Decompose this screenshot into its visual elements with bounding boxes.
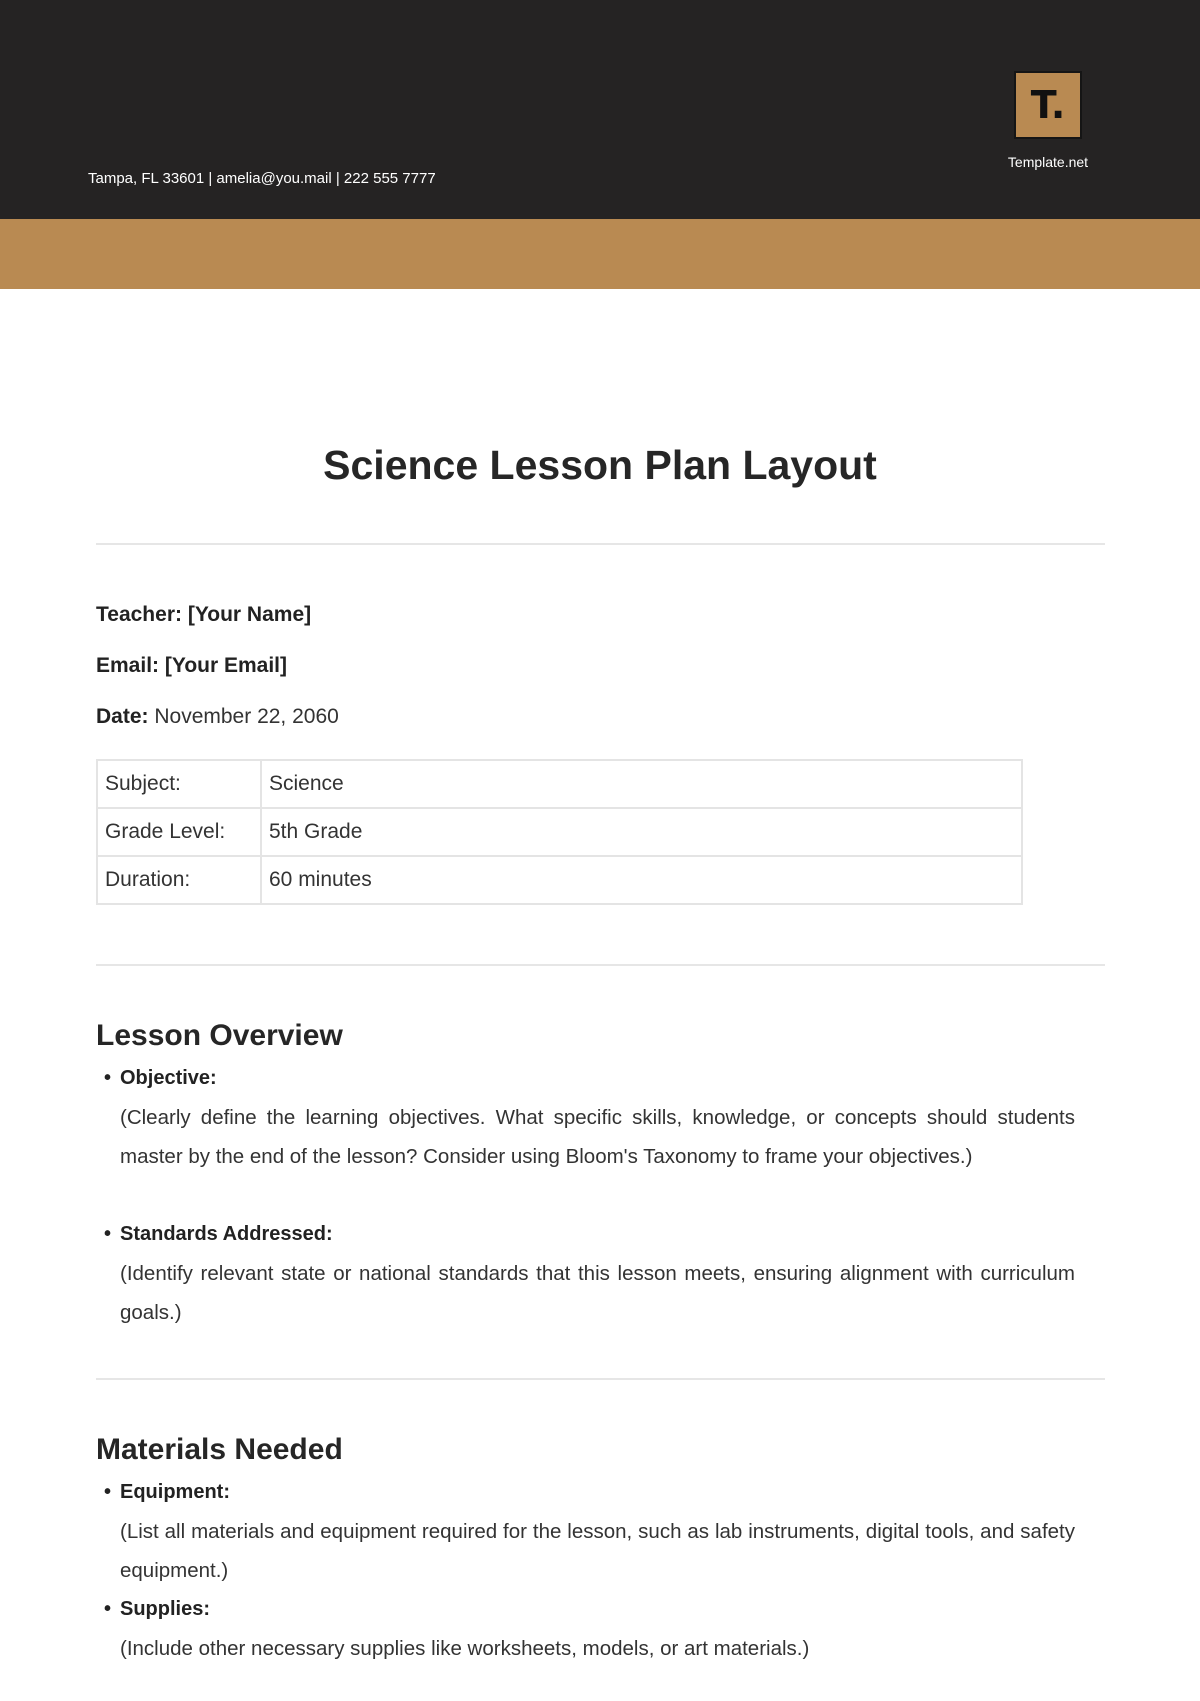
lesson-details-table: [96, 759, 1023, 905]
section-title-materials-needed: Materials Needed: [96, 1433, 343, 1466]
bullet-description: (List all materials and equipment required for the lesson, such as lab instruments, digital tools, and safety equipment.): [120, 1520, 1075, 1582]
bullet-label: • Objective:: [104, 1067, 217, 1090]
table-row: [97, 760, 1022, 808]
teacher-line: [96, 603, 311, 627]
accent-band: [0, 219, 1200, 289]
section-title-lesson-overview: Lesson Overview: [96, 1019, 343, 1052]
page-title: Science Lesson Plan Layout: [323, 442, 877, 488]
teacher-value: [Your Name]: [187, 603, 312, 626]
table-cell-value: 5th Grade: [261, 808, 1022, 856]
table-cell-value: 60 minutes: [261, 856, 1022, 904]
logo-letter: T.: [1030, 83, 1066, 127]
email-label: Email:: [96, 654, 160, 677]
divider: [96, 543, 1105, 545]
bullet-label: • Supplies:: [104, 1598, 210, 1621]
bullet-description: (Identify relevant state or national standards that this lesson meets, ensuring alignment with curriculum goals.): [120, 1262, 1075, 1324]
table-cell-label: Duration:: [97, 856, 261, 904]
date-line: [96, 705, 339, 729]
table-row: [97, 856, 1022, 904]
logo-icon: [1014, 71, 1082, 139]
bullet-description: (Clearly define the learning objectives. What specific skills, knowledge, or concepts should students master by the end of the lesson? Consider using Bloom's Taxonomy to frame your objectives.): [120, 1106, 1075, 1168]
teacher-label: Teacher:: [96, 603, 182, 626]
date-label: Date:: [96, 705, 149, 728]
header-bar: [0, 0, 1200, 219]
divider: [96, 964, 1105, 966]
date-value: November 22, 2060: [154, 705, 339, 728]
table-cell-label: Grade Level:: [97, 808, 261, 856]
logo-text: Template.net: [1007, 154, 1089, 170]
table-row: [97, 808, 1022, 856]
table-cell-value: Science: [261, 760, 1022, 808]
email-line: [96, 654, 287, 678]
divider: [96, 1378, 1105, 1380]
bullet-label: • Standards Addressed:: [104, 1223, 333, 1246]
bullet-description: (Include other necessary supplies like worksheets, models, or art materials.): [120, 1637, 810, 1660]
email-value: [Your Email]: [164, 654, 287, 677]
bullet-label: • Equipment:: [104, 1481, 230, 1504]
table-cell-label: Subject:: [97, 760, 261, 808]
contact-info: Tampa, FL 33601 | amelia@you.mail | 222 555 7777: [88, 170, 436, 187]
